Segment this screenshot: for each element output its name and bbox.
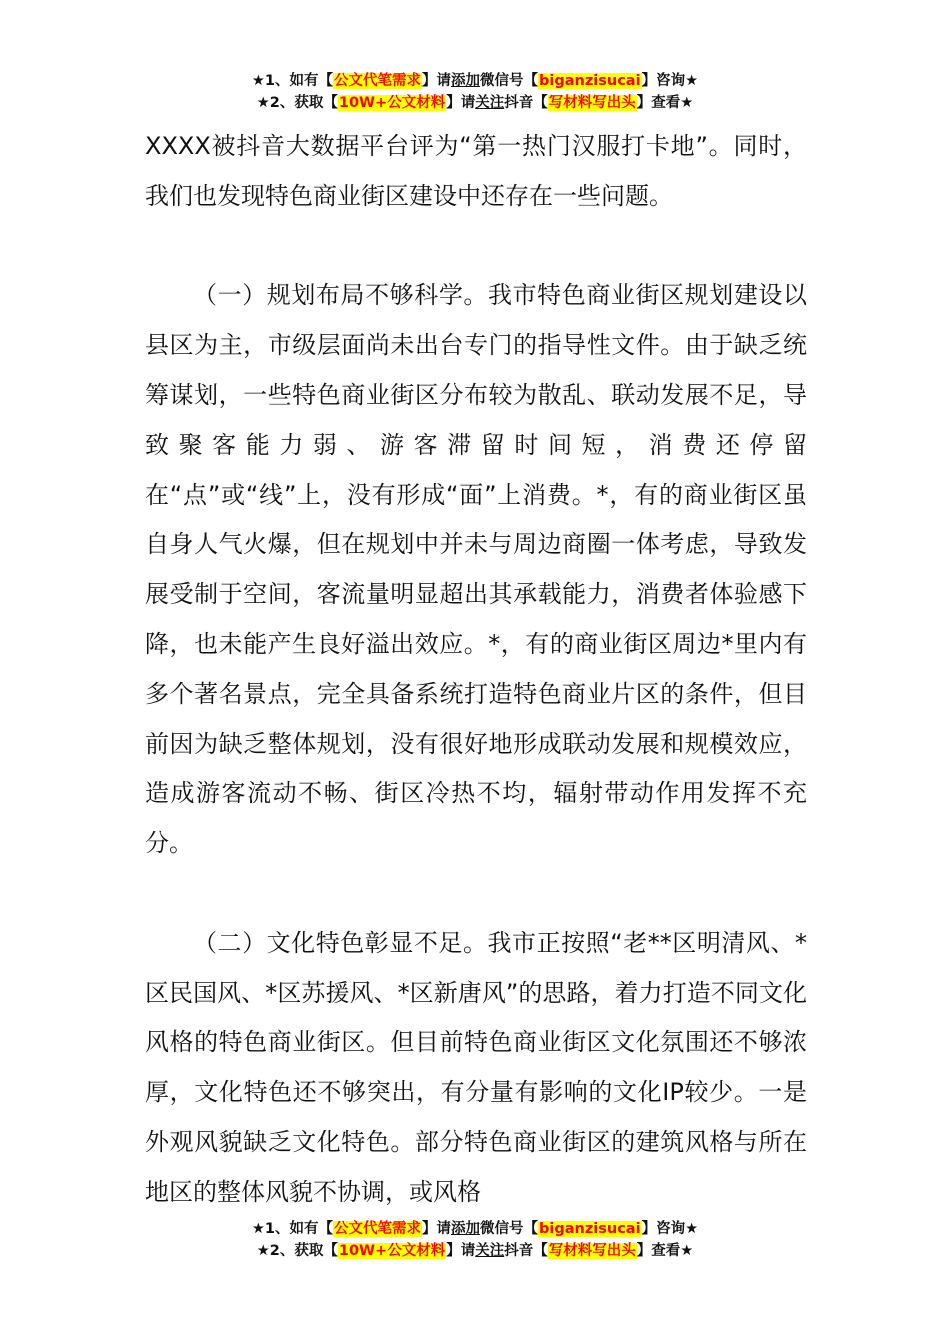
banner-line-2 xyxy=(0,1240,950,1262)
banner-text: 】咨询★ xyxy=(641,1221,699,1237)
paragraph-planning: （一）规划布局不够科学。我市特色商业街区规划建设以县区为主，市级层面尚未出台专门的指导性文件。由于缺乏统筹谋划，一些特色商业街区分布较为散乱、联动发展不足，导致聚客能力弱、游客滞留时间短，消费还停留在“点”或“线”上，没有形成“面”上消费。*，有的商业街区虽自身人气火爆，但在规划中并未与周边商圈一体考虑，导致发展受制于空间，客流量明显超出其承载能力，消费者体验感下降，也未能产生良好溢出效应。*，有的商业街区周边*里内有多个著名景点，完全具备系统打造特色商业片区的条件，但目前因为缺乏整体规划，没有很好地形成联动发展和规模效应，造成游客流动不畅、街区冷热不均，辐射带动作用发挥不充分。 xyxy=(145,281,807,858)
banner-line-1 xyxy=(0,1218,950,1240)
douyin-account: 写材料写出头 xyxy=(548,95,636,111)
banner-line-1 xyxy=(0,70,950,92)
banner-text: ★1、如有【 xyxy=(251,73,334,89)
underlined-text: 关注 xyxy=(475,1243,505,1259)
underlined-text: 关注 xyxy=(475,95,505,111)
banner-line-2 xyxy=(0,92,950,114)
banner-text: 】咨询★ xyxy=(641,73,699,89)
highlight-text: 10W+公文材料 xyxy=(338,1243,446,1259)
highlight-text: 公文代笔需求 xyxy=(334,1221,422,1237)
banner-text: ★2、获取【 xyxy=(256,1243,338,1259)
banner-text: ★1、如有【 xyxy=(251,1221,334,1237)
banner-text: 】请 xyxy=(446,1243,476,1259)
douyin-account: 写材料写出头 xyxy=(548,1243,636,1259)
banner-text: 微信号【 xyxy=(480,73,539,89)
underlined-text: 添加 xyxy=(451,1221,481,1237)
paragraph-spacer xyxy=(145,869,807,919)
wechat-id: biganzisucai xyxy=(539,73,641,89)
banner-text: 抖音【 xyxy=(504,1243,548,1259)
banner-text: 】请 xyxy=(446,95,476,111)
paragraph-spacer xyxy=(145,222,807,272)
highlight-text: 10W+公文材料 xyxy=(338,95,446,111)
banner-text: 】请 xyxy=(422,73,452,89)
banner-text: 】请 xyxy=(422,1221,452,1237)
document-body xyxy=(145,122,807,1218)
banner-text: 】查看★ xyxy=(636,95,694,111)
header-banner xyxy=(0,70,950,114)
paragraph-intro: XXXX被抖音大数据平台评为“第一热门汉服打卡地”。同时，我们也发现特色商业街区建设中还存在一些问题。 xyxy=(145,132,807,210)
highlight-text: 公文代笔需求 xyxy=(334,73,422,89)
banner-text: 】查看★ xyxy=(636,1243,694,1259)
footer-banner xyxy=(0,1218,950,1262)
banner-text: 微信号【 xyxy=(480,1221,539,1237)
banner-text: ★2、获取【 xyxy=(256,95,338,111)
wechat-id: biganzisucai xyxy=(539,1221,641,1237)
underlined-text: 添加 xyxy=(451,73,481,89)
banner-text: 抖音【 xyxy=(504,95,548,111)
paragraph-culture: （二）文化特色彰显不足。我市正按照“老**区明清风、*区民国风、*区苏援风、*区新唐风”的思路，着力打造不同文化风格的特色商业街区。但目前特色商业街区文化氛围还不够浓厚，文化特色还不够突出，有分量有影响的文化IP较少。一是外观风貌缺乏文化特色。部分特色商业街区的建筑风格与所在地区的整体风貌不协调，或风格 xyxy=(145,928,807,1206)
